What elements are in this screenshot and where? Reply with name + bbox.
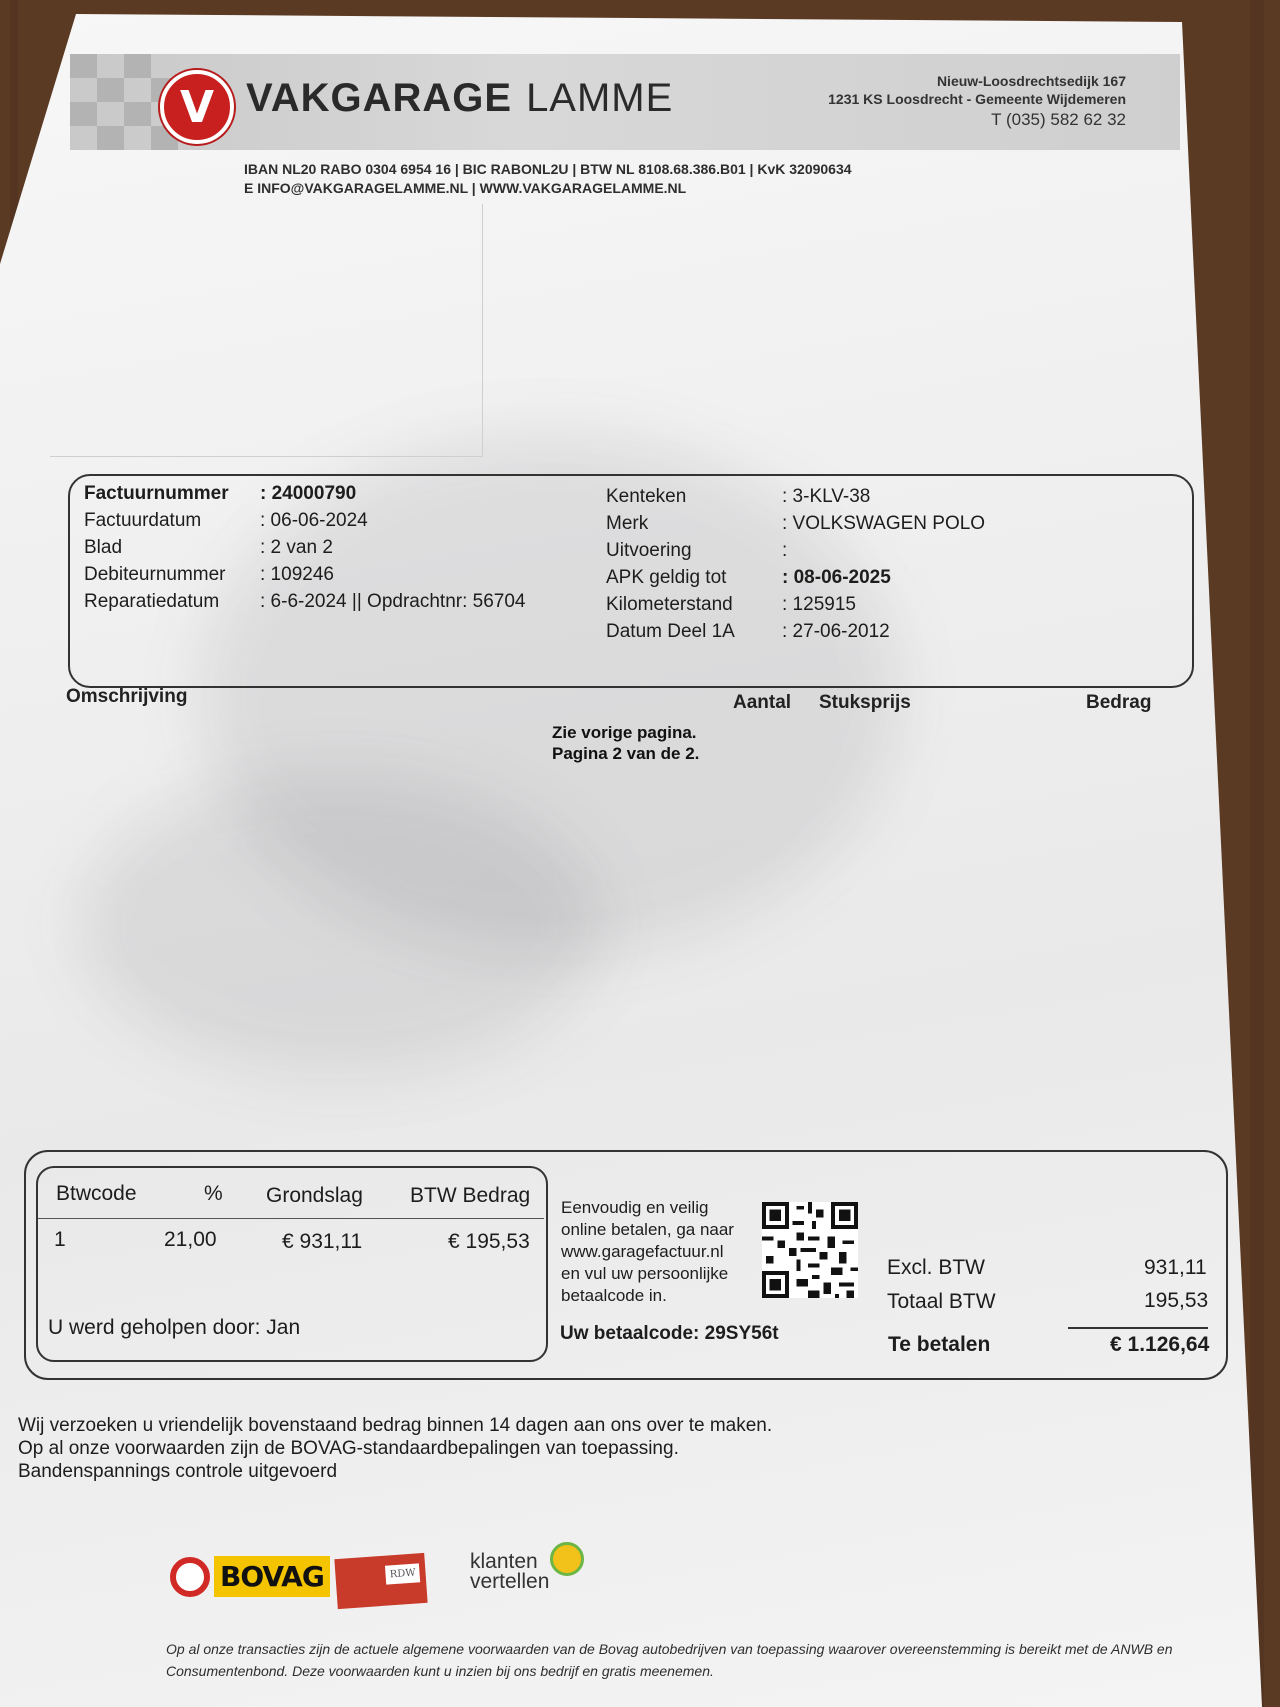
bovag-ring-icon [170,1557,210,1597]
column-description: Omschrijving [66,686,188,707]
detail-row [84,588,525,615]
company-address [828,72,1126,129]
detail-label: Debiteurnummer [84,564,226,585]
footer-line-3: Bandenspannings controle uitgevoerd [18,1461,338,1482]
total-rule [1068,1327,1208,1329]
bovag-logo [170,1556,330,1597]
company-phone: T (035) 582 62 32 [991,110,1126,129]
vat-row-base: € 931,11 [282,1230,363,1253]
terms-line-2: Consumentenbond. Deze voorwaarden kunt u inzien bij ons bedrijf en gratis meenemen. [166,1663,714,1679]
detail-value: : 27-06-2012 [782,621,890,642]
payment-line: www.garagefactuur.nl [561,1242,724,1261]
note-line-2: Pagina 2 van de 2. [552,744,700,763]
vakgarage-logo-icon [160,70,234,144]
column-quantity: Aantal [733,692,792,713]
detail-label: Factuurnummer [84,483,229,504]
detail-row [84,480,525,507]
vat-row-code: 1 [54,1228,66,1251]
shadow [80,774,600,1074]
detail-label: Factuurdatum [84,510,202,531]
invoice-details-left [84,480,525,615]
contact-line: E INFO@VAKGARAGELAMME.NL | WWW.VAKGARAGELAMME.NL [244,180,687,196]
total-vat-label: Totaal BTW [887,1290,996,1313]
detail-row [606,618,985,645]
column-unit-price: Stuksprijs [819,692,911,713]
excl-vat-label: Excl. BTW [887,1256,985,1279]
vat-row-percent: 21,00 [164,1228,217,1251]
payment-code: Uw betaalcode: 29SY56t [560,1323,779,1344]
address-window [50,204,483,457]
detail-label: Kilometerstand [606,594,733,615]
detail-row [84,507,525,534]
detail-value: : 08-06-2025 [782,567,891,588]
vat-header-base: Grondslag [266,1184,363,1207]
payment-line: online betalen, ga naar [561,1220,734,1239]
klanten-text: klanten [470,1550,538,1573]
amount-due-value: € 1.126,64 [1110,1333,1210,1356]
bank-details [244,160,852,198]
detail-value: : 24000790 [260,483,357,504]
vat-row-amount: € 195,53 [448,1230,530,1253]
checkmark-icon [550,1542,584,1576]
helped-by: U werd geholpen door: Jan [48,1316,301,1339]
detail-value: : 3-KLV-38 [782,486,871,507]
detail-label: Blad [84,537,123,558]
company-name-light: LAMME [526,76,674,120]
detail-value: : [782,540,788,561]
detail-row [606,591,985,618]
detail-row [84,561,525,588]
detail-row [606,564,985,591]
detail-row [84,534,525,561]
detail-label: APK geldig tot [606,567,727,588]
detail-label: Kenteken [606,486,687,507]
rdw-logo [334,1553,427,1609]
detail-value: : VOLKSWAGEN POLO [782,513,986,534]
detail-value: : 125915 [782,594,856,615]
detail-value: : 109246 [260,564,334,585]
note-line-1: Zie vorige pagina. [552,723,697,742]
continuation-note [552,722,699,764]
terms-line-1: Op al onze transacties zijn de actuele algemene voorwaarden van de Bovag autobedrijven van toepassing waarover overeenstemming is bereikt met de ANWB en [166,1641,1173,1657]
wood-grain [1250,0,1264,1707]
qr-code-icon[interactable] [762,1200,858,1300]
payment-line: Eenvoudig en veilig [561,1198,709,1217]
bovag-text: BOVAG [214,1556,330,1597]
payment-line: betaalcode in. [561,1286,667,1305]
payment-line: en vul uw persoonlijke [561,1264,729,1283]
detail-label: Uitvoering [606,540,692,561]
klanten-vertellen-logo [470,1552,549,1592]
detail-label: Merk [606,513,649,534]
column-amount: Bedrag [1086,692,1152,713]
detail-label: Datum Deel 1A [606,621,735,642]
footer-notes [18,1414,772,1483]
logo-letter: V [179,81,215,133]
detail-value: : 06-06-2024 [260,510,368,531]
detail-row [606,483,985,510]
amount-due-label: Te betalen [888,1333,991,1356]
terms-text [166,1638,1173,1682]
address-line-2: 1231 KS Loosdrecht - Gemeente Wijdemeren [828,91,1126,107]
footer-line-2: Op al onze voorwaarden zijn de BOVAG-standaardbepalingen van toepassing. [18,1438,679,1459]
footer-line-1: Wij verzoeken u vriendelijk bovenstaand bedrag binnen 14 dagen aan ons over te maken. [18,1415,773,1436]
detail-row [606,510,985,537]
vat-header-code: Btwcode [56,1182,137,1205]
vat-header-percent: % [204,1182,223,1205]
company-name [246,76,673,121]
vat-header-amount: BTW Bedrag [410,1184,531,1207]
vehicle-details-right [606,483,985,645]
detail-value: : 2 van 2 [260,537,333,558]
vat-table-divider [38,1218,544,1219]
detail-row [606,537,985,564]
total-vat-value: 195,53 [1144,1289,1209,1312]
rdw-text: RDW [385,1563,420,1584]
payment-instructions [561,1197,734,1307]
bank-line-1: IBAN NL20 RABO 0304 6954 16 | BIC RABONL2U | BTW NL 8108.68.386.B01 | KvK 32090634 [244,161,852,177]
excl-vat-value: 931,11 [1144,1256,1207,1279]
vertellen-text: vertellen [470,1570,550,1593]
company-name-bold: VAKGARAGE [246,76,513,120]
detail-value: : 6-6-2024 || Opdrachtnr: 56704 [260,591,526,612]
address-line-1: Nieuw-Loosdrechtsedijk 167 [936,73,1126,89]
detail-label: Reparatiedatum [84,591,220,612]
